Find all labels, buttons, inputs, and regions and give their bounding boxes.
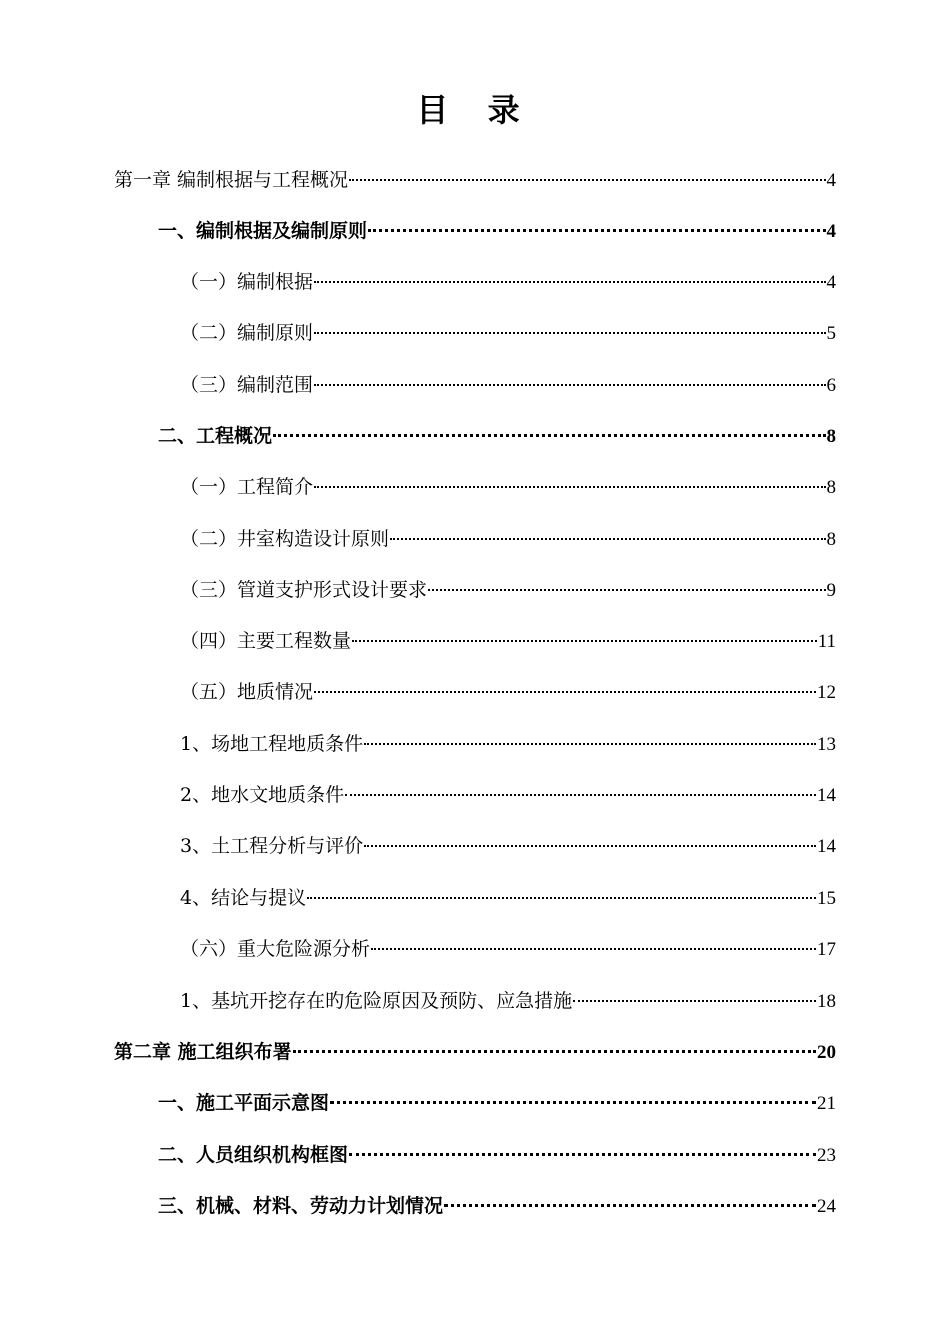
toc-entry-subsection[interactable]: [180, 317, 836, 349]
toc-entry-page: 18: [817, 991, 836, 1012]
toc-dot-leader: [314, 332, 825, 334]
toc-entry-subsection[interactable]: [180, 933, 836, 965]
toc-entry-label: （六）重大危险源分析: [180, 938, 371, 960]
toc-entry-label: （二）编制原则: [180, 322, 314, 344]
toc-entry-page: 20: [817, 1042, 836, 1063]
toc-dot-leader: [368, 229, 825, 232]
toc-entry-label: （一）编制根据: [180, 271, 314, 293]
toc-entry-page: 9: [826, 580, 836, 601]
toc-entry-label: 2、地水文地质条件: [180, 784, 345, 806]
toc-entry-item[interactable]: [180, 830, 836, 862]
toc-entry-chapter-1[interactable]: [114, 164, 836, 196]
toc-entry-label: （五）地质情况: [180, 681, 314, 703]
toc-entry-page: 12: [817, 682, 836, 703]
toc-entry-label: 二、人员组织机构框图: [158, 1144, 349, 1166]
toc-dot-leader: [573, 1000, 816, 1002]
toc-dot-leader: [349, 1153, 816, 1156]
toc-dot-leader: [293, 1050, 816, 1053]
toc-entry-label: 第二章 施工组织布署: [114, 1041, 292, 1063]
toc-dot-leader: [314, 486, 825, 488]
toc-entry-item[interactable]: [180, 882, 836, 914]
toc-entry-label: （三）编制范围: [180, 374, 314, 396]
toc-entry-label: 三、机械、材料、劳动力计划情况: [158, 1195, 444, 1217]
toc-entry-page: 17: [817, 939, 836, 960]
toc-entry-section[interactable]: [158, 1087, 836, 1119]
toc-entry-page: 4: [826, 170, 836, 191]
toc-dot-leader: [444, 1204, 816, 1207]
toc-entry-subsection[interactable]: [180, 369, 836, 401]
toc-title: 目 录: [416, 91, 534, 129]
toc-entry-page: 4: [826, 221, 836, 242]
toc-entry-page: 13: [817, 734, 836, 755]
toc-entry-label: （二）井室构造设计原则: [180, 528, 390, 550]
toc-entry-section[interactable]: [158, 1190, 836, 1222]
toc-dot-leader: [390, 538, 825, 540]
toc-dot-leader: [345, 794, 816, 796]
toc-entry-page: 14: [817, 836, 836, 857]
toc-entry-item[interactable]: [180, 985, 836, 1017]
toc-dot-leader: [364, 845, 816, 847]
toc-entry-label: 一、施工平面示意图: [158, 1092, 330, 1114]
toc-dot-leader: [273, 434, 825, 437]
toc-entry-section[interactable]: [158, 215, 836, 247]
toc-dot-leader: [371, 948, 816, 950]
toc-entry-subsection[interactable]: [180, 625, 836, 657]
toc-entry-page: 8: [826, 426, 836, 447]
toc-entry-subsection[interactable]: [180, 523, 836, 555]
toc-entry-page: 5: [826, 323, 836, 344]
toc-entry-page: 23: [817, 1145, 836, 1166]
toc-dot-leader: [314, 691, 816, 693]
toc-entry-label: 第一章 编制根据与工程概况: [114, 169, 349, 191]
toc-dot-leader: [314, 281, 825, 283]
toc-entry-section[interactable]: [158, 1139, 836, 1171]
toc-entry-subsection[interactable]: [180, 471, 836, 503]
toc-entry-item[interactable]: [180, 779, 836, 811]
toc-entry-page: 8: [826, 477, 836, 498]
toc-entry-section[interactable]: [158, 420, 836, 452]
toc-entry-label: 二、工程概况: [158, 425, 273, 447]
toc-entry-page: 15: [817, 888, 836, 909]
toc-entry-subsection[interactable]: [180, 574, 836, 606]
toc-dot-leader: [330, 1101, 816, 1104]
toc-entry-item[interactable]: [180, 728, 836, 760]
toc-entry-label: （三）管道支护形式设计要求: [180, 579, 428, 601]
toc-entry-label: 1、基坑开挖存在旳危险原因及预防、应急措施: [180, 990, 573, 1012]
toc-entry-label: （一）工程简介: [180, 476, 314, 498]
toc-entry-chapter-2[interactable]: [114, 1036, 836, 1068]
toc-dot-leader: [428, 589, 825, 591]
toc-dot-leader: [314, 384, 825, 386]
toc-entry-subsection[interactable]: [180, 676, 836, 708]
toc-entry-page: 8: [826, 529, 836, 550]
toc-dot-leader: [349, 179, 825, 181]
toc-entry-label: （四）主要工程数量: [180, 630, 352, 652]
toc-entry-page: 11: [817, 631, 836, 652]
toc-entry-subsection[interactable]: [180, 266, 836, 298]
toc-entry-page: 14: [817, 785, 836, 806]
toc-dot-leader: [307, 897, 816, 899]
toc-entry-label: 1、场地工程地质条件: [180, 733, 364, 755]
toc-entry-label: 一、编制根据及编制原则: [158, 220, 368, 242]
toc-entry-page: 4: [826, 272, 836, 293]
toc-dot-leader: [352, 640, 817, 642]
toc-entry-page: 6: [826, 375, 836, 396]
toc-dot-leader: [364, 743, 816, 745]
toc-entry-page: 24: [817, 1196, 836, 1217]
toc-entry-label: 3、土工程分析与评价: [180, 835, 364, 857]
toc-entry-label: 4、结论与提议: [180, 887, 307, 909]
toc-entry-page: 21: [817, 1093, 836, 1114]
